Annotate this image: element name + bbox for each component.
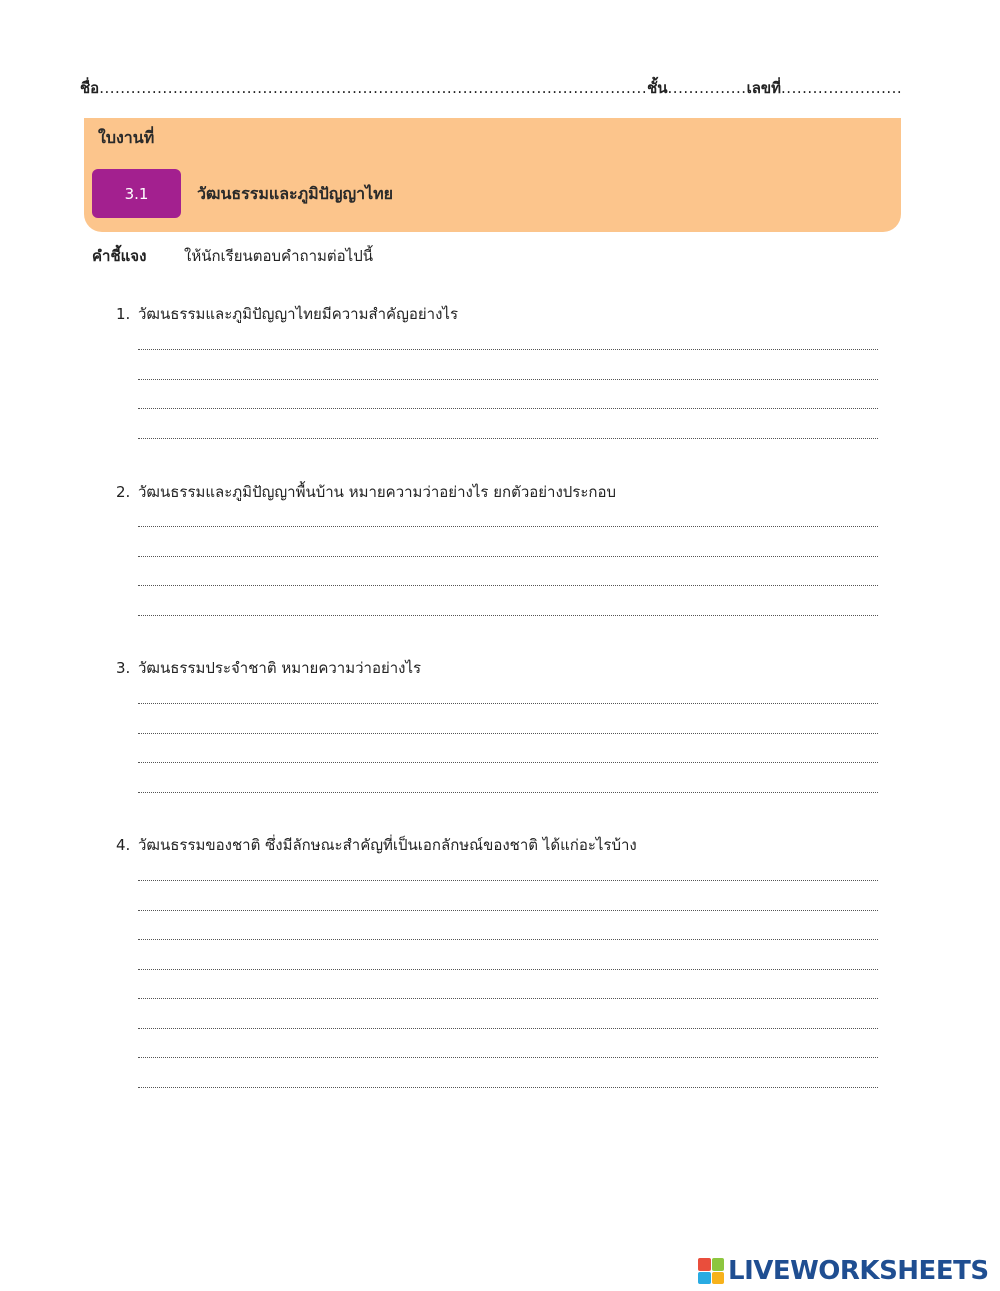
worksheet-title: ใบงานที่ — [98, 128, 155, 147]
answer-line[interactable] — [138, 379, 878, 380]
answer-line[interactable] — [138, 880, 878, 881]
answer-line[interactable] — [138, 349, 878, 350]
answer-line[interactable] — [138, 703, 878, 704]
question-number: 4. — [116, 836, 131, 854]
number-blank[interactable]: ....................... — [781, 79, 903, 97]
answer-line[interactable] — [138, 585, 878, 586]
answer-line[interactable] — [138, 762, 878, 763]
worksheet-number-badge: 3.1 — [92, 169, 181, 218]
question-text: วัฒนธรรมและภูมิปัญญาไทยมีความสำคัญอย่างไร — [138, 305, 458, 323]
answer-line[interactable] — [138, 1087, 878, 1088]
question-number: 1. — [116, 305, 131, 323]
question-text: วัฒนธรรมของชาติ ซึ่งมีลักษณะสำคัญที่เป็นเอกลักษณ์ของชาติ ได้แก่อะไรบ้าง — [138, 836, 637, 854]
answer-line[interactable] — [138, 998, 878, 999]
answer-line[interactable] — [138, 969, 878, 970]
class-label: ชั้น — [647, 79, 668, 97]
answer-line[interactable] — [138, 910, 878, 911]
answer-line[interactable] — [138, 615, 878, 616]
question-3 — [116, 656, 421, 680]
class-blank[interactable]: ............... — [667, 79, 747, 97]
answer-line[interactable] — [138, 939, 878, 940]
liveworksheets-logo-icon — [698, 1258, 724, 1284]
worksheet-subtitle: วัฒนธรรมและภูมิปัญญาไทย — [197, 184, 394, 203]
answer-line[interactable] — [138, 733, 878, 734]
answer-line[interactable] — [138, 792, 878, 793]
answer-line[interactable] — [138, 556, 878, 557]
brand-text: LIVEWORKSHEETS — [728, 1256, 989, 1286]
number-label: เลขที่ — [746, 79, 782, 97]
answer-line[interactable] — [138, 438, 878, 439]
instruction-label: คำชี้แจง — [92, 247, 147, 265]
question-text: วัฒนธรรมประจำชาติ หมายความว่าอย่างไร — [138, 659, 422, 677]
answer-line[interactable] — [138, 526, 878, 527]
question-1 — [116, 302, 458, 326]
answer-line[interactable] — [138, 1057, 878, 1058]
answer-line[interactable] — [138, 408, 878, 409]
worksheet-banner — [84, 118, 901, 232]
question-number: 2. — [116, 483, 131, 501]
liveworksheets-brand — [698, 1256, 989, 1286]
question-2 — [116, 480, 616, 504]
name-label: ชื่อ — [80, 79, 100, 97]
name-blank[interactable]: ........................................................................................................ — [99, 79, 648, 97]
question-number: 3. — [116, 659, 131, 677]
question-text: วัฒนธรรมและภูมิปัญญาพื้นบ้าน หมายความว่าอย่างไร ยกตัวอย่างประกอบ — [138, 483, 617, 501]
student-info-line — [80, 76, 902, 100]
question-4 — [116, 833, 637, 857]
instruction-text: ให้นักเรียนตอบคำถามต่อไปนี้ — [184, 247, 373, 265]
answer-line[interactable] — [138, 1028, 878, 1029]
